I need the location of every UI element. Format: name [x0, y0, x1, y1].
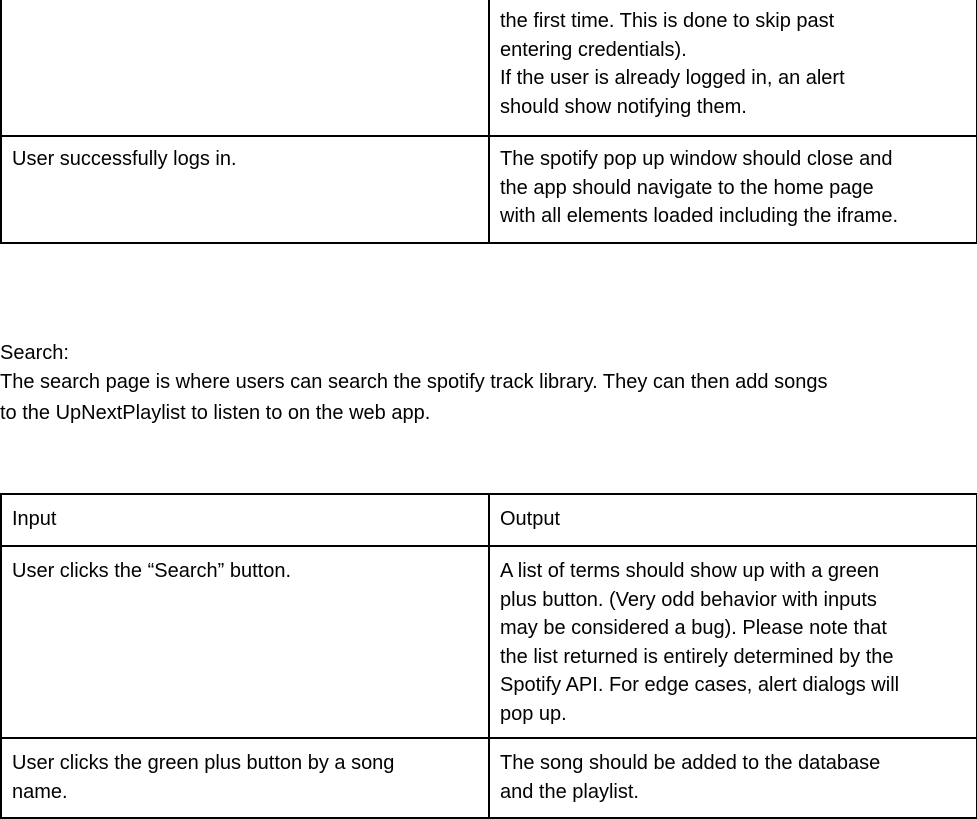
- section-description: [0, 367, 976, 429]
- cell-text-line: entering credentials).: [500, 38, 687, 61]
- table-row: [1, 738, 977, 818]
- cell-text-line: the first time. This is done to skip past: [500, 10, 835, 32]
- table-cell-input: [1, 738, 489, 818]
- description-line: The search page is where users can search the spotify track library. They can then add songs: [0, 371, 828, 393]
- table-row: [1, 0, 977, 136]
- table-header-input: Input: [1, 494, 489, 546]
- search-test-table: [0, 493, 977, 819]
- cell-text-line: plus button. (Very odd behavior with inputs: [500, 588, 877, 611]
- section-heading-search: Search:: [0, 342, 69, 364]
- table-cell-output: [489, 136, 977, 243]
- login-test-table: [0, 0, 977, 244]
- table-header-row: [1, 494, 977, 546]
- cell-text-line: name.: [12, 780, 68, 803]
- table-row: [1, 136, 977, 243]
- cell-text-line: User clicks the green plus button by a song: [12, 752, 395, 774]
- cell-text-line: and the playlist.: [500, 780, 639, 803]
- cell-text-line: The song should be added to the database: [500, 752, 881, 774]
- cell-text-line: The spotify pop up window should close and: [500, 148, 893, 170]
- table-cell-output: [489, 738, 977, 818]
- table-header-output: Output: [489, 494, 977, 546]
- cell-text-line: should show notifying them.: [500, 95, 747, 118]
- cell-text-line: may be considered a bug). Please note that: [500, 617, 887, 639]
- cell-text-line: Spotify API. For edge cases, alert dialogs will: [500, 674, 900, 696]
- cell-text-line: the app should navigate to the home page: [500, 176, 874, 199]
- cell-text-line: If the user is already logged in, an alert: [500, 67, 845, 89]
- cell-text-line: the list returned is entirely determined by the: [500, 645, 894, 668]
- cell-text-line: A list of terms should show up with a green: [500, 560, 880, 582]
- table-row: [1, 546, 977, 738]
- table-cell-output: [489, 0, 977, 136]
- table-cell-input: [1, 0, 489, 136]
- table-cell-input: [1, 546, 489, 738]
- description-line: to the UpNextPlaylist to listen to on the web app.: [0, 402, 431, 424]
- cell-text-line: pop up.: [500, 702, 567, 725]
- table-cell-output: [489, 546, 977, 738]
- cell-text-line: User clicks the “Search” button.: [12, 560, 291, 582]
- table-cell-input: User successfully logs in.: [1, 136, 489, 243]
- cell-text-line: with all elements loaded including the iframe.: [500, 205, 898, 227]
